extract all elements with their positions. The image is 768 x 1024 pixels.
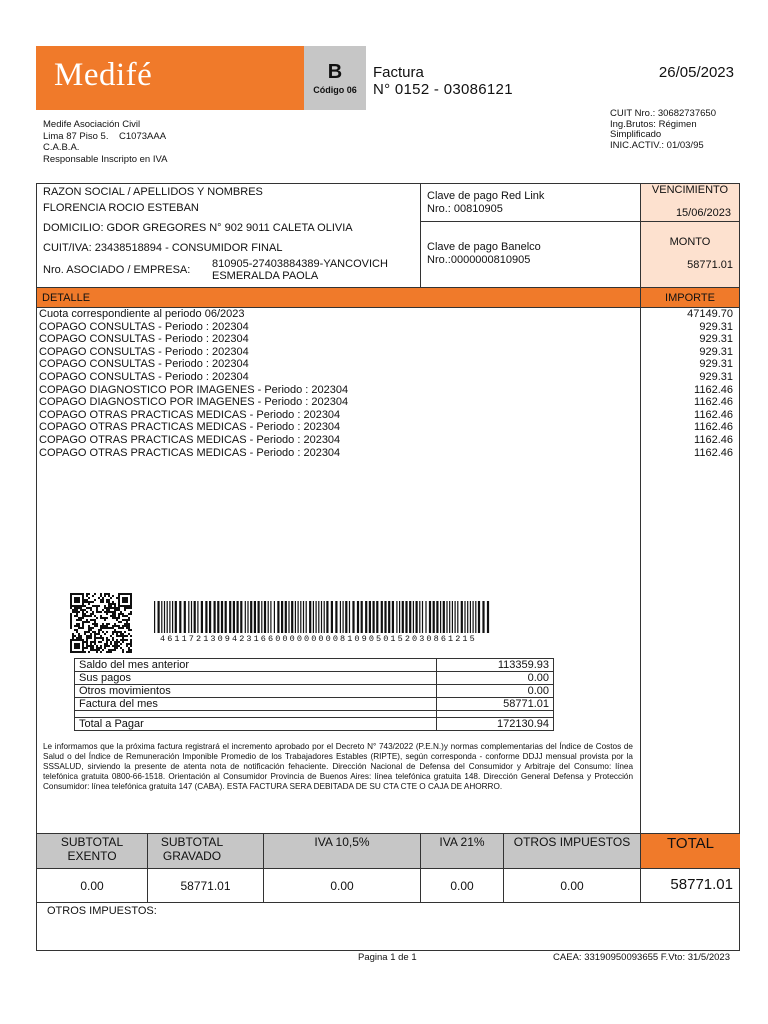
member-value: [212, 258, 388, 282]
issuer-line: Lima 87 Piso 5. C1073AAA: [43, 130, 167, 142]
member-label: Nro. ASOCIADO / EMPRESA:: [43, 264, 191, 276]
banelco-label: Clave de pago Banelco: [427, 241, 541, 253]
caea-info: CAEA: 33190950093655 F.Vto: 31/5/2023: [553, 952, 730, 963]
detail-descriptions: [39, 308, 348, 459]
page-indicator: Pagina 1 de 1: [358, 952, 417, 963]
detail-item: Cuota correspondiente al periodo 06/2023: [39, 308, 245, 320]
detail-item: COPAGO DIAGNOSTICO POR IMAGENES - Periodo : 202304: [39, 383, 349, 396]
detail-amounts: [687, 308, 733, 459]
amount-header-label: IMPORTE: [665, 292, 715, 304]
iva-105-value: 0.00: [330, 879, 354, 893]
detail-amount: 1162.46: [694, 408, 733, 421]
redlink-info: [427, 190, 544, 216]
detail-amount: 929.31: [699, 358, 733, 371]
redlink-value: Nro.: 00810905: [427, 203, 503, 215]
balance-amount: 113359.93: [437, 659, 554, 672]
issuer-line: Responsable Inscripto en IVA: [43, 153, 168, 165]
balance-total-row: [75, 718, 554, 731]
tax-line: Simplificado: [610, 129, 662, 140]
customer-name: FLORENCIA ROCIO ESTEBAN: [43, 202, 199, 214]
banelco-value: Nro.:0000000810905: [427, 254, 531, 266]
issuer-info: [43, 119, 167, 165]
tax-line: Ing.Brutos: Régimen: [610, 118, 697, 130]
total-to-pay-amount: 172130.94: [437, 718, 554, 731]
other-taxes-value: 0.00: [560, 879, 584, 893]
banelco-info: [427, 241, 541, 267]
barcode-icon: [152, 601, 492, 633]
detail-amount: 47149.70: [687, 308, 733, 320]
tax-line: INIC.ACTIV.: 01/03/95: [610, 139, 704, 151]
detail-amount: 929.31: [699, 333, 733, 346]
total-header: TOTAL: [667, 835, 714, 852]
detail-item: COPAGO OTRAS PRACTICAS MEDICAS - Periodo : 202304: [39, 421, 341, 434]
detail-item: COPAGO CONSULTAS - Periodo : 202304: [39, 345, 249, 358]
invoice-number: N° 0152 - 03086121: [373, 81, 513, 98]
total-to-pay-label: Total a Pagar: [75, 718, 437, 731]
iva-21-value: 0.00: [450, 879, 474, 893]
detail-amount: 1162.46: [694, 396, 733, 409]
member-value-line: ESMERALDA PAOLA: [212, 270, 319, 282]
invoice-date: 26/05/2023: [658, 64, 734, 81]
detail-amount: 929.31: [699, 320, 733, 333]
redlink-label: Clave de pago Red Link: [427, 190, 545, 202]
balance-amount: 0.00: [437, 685, 554, 698]
empty-cell: [437, 711, 554, 718]
detail-item: COPAGO CONSULTAS - Periodo : 202304: [39, 333, 249, 346]
divider: [420, 183, 421, 287]
balance-label: Otros movimientos: [75, 685, 437, 698]
member-value-line: 810905-27403884389-YANCOVICH: [212, 258, 388, 270]
invoice-label: Factura: [373, 64, 424, 81]
balance-row: [75, 659, 554, 672]
tax-info: [610, 109, 716, 151]
balance-row: [75, 698, 554, 711]
detail-amount: 929.31: [699, 345, 733, 358]
other-taxes-header: OTROS IMPUESTOS: [513, 835, 631, 849]
empty-cell: [75, 711, 437, 718]
detail-amount: 1162.46: [694, 446, 733, 459]
due-date: 15/06/2023: [675, 207, 731, 219]
brand-logo: Medifé: [54, 57, 153, 93]
subtotal-gravado-header: [137, 835, 247, 863]
legal-notice: Le informamos que la próxima factura registrará el incremento aprobado por el Decreto N° 743/2022 (P.E.N.)y normas complementarias del Índice de Costos de Salud o del Índice de Remuneración Imponible Promedio de los Trabajadores Estables (RIPTE), según corresponda - conforme DDJJ mensual provista por la SSSALUD, sirviendo la presente de atenta nota de notificación fehaciente. Dirección Nacional de Defensa del Consumidor y Arbitraje del Consumo: línea telefónica gratuita 0800-66-1518. Orientación al Consumidor Provincia de Buenos Aires: línea telefónica gratuita 148. Dirección General Defensa y Protección Consumidor: línea telefónica gratuita 147 (CABA). ESTA FACTURA SERA DEBITADA DE SU CTA CTE O CAJA DE AHORRO.: [43, 742, 633, 791]
detail-item: COPAGO CONSULTAS - Periodo : 202304: [39, 370, 249, 383]
header-line: SUBTOTAL: [60, 835, 124, 849]
tax-line: CUIT Nro.: 30682737650: [610, 108, 716, 119]
customer-name-label: RAZON SOCIAL / APELLIDOS Y NOMBRES: [43, 186, 263, 198]
invoice-letter: B: [327, 61, 343, 83]
invoice-type-box: [304, 46, 366, 110]
detail-item: COPAGO DIAGNOSTICO POR IMAGENES - Periodo : 202304: [39, 396, 349, 409]
detail-item: COPAGO OTRAS PRACTICAS MEDICAS - Periodo : 202304: [39, 446, 341, 459]
detail-item: COPAGO CONSULTAS - Periodo : 202304: [39, 358, 249, 371]
balance-amount: 0.00: [437, 672, 554, 685]
issuer-line: C.A.B.A.: [43, 142, 80, 153]
balance-label: Sus pagos: [75, 672, 437, 685]
customer-address: DOMICILIO: GDOR GREGORES N° 902 9011 CALETA OLIVIA: [43, 222, 353, 234]
detail-amount: 1162.46: [694, 383, 733, 396]
qr-code-icon: [70, 593, 132, 653]
due-amount: 58771.01: [687, 259, 733, 271]
balance-table: [74, 658, 554, 731]
amount-label: MONTO: [669, 236, 711, 248]
detail-amount: 929.31: [699, 370, 733, 383]
header-line: EXENTO: [67, 849, 117, 863]
issuer-line: Medife Asociación Civil: [43, 119, 141, 130]
balance-row: [75, 685, 554, 698]
detail-amount: 1162.46: [694, 433, 733, 446]
header-line: SUBTOTAL: [160, 835, 224, 849]
detail-item: COPAGO OTRAS PRACTICAS MEDICAS - Periodo : 202304: [39, 408, 341, 421]
header-line: GRAVADO: [162, 849, 222, 863]
balance-amount: 58771.01: [437, 698, 554, 711]
subtotal-exento-value: 0.00: [80, 879, 104, 893]
balance-label: Factura del mes: [75, 698, 437, 711]
subtotal-gravado-value: 58771.01: [180, 879, 231, 893]
divider: [36, 868, 740, 869]
customer-cuit: CUIT/IVA: 23438518894 - CONSUMIDOR FINAL: [43, 242, 283, 254]
detail-item: COPAGO CONSULTAS - Periodo : 202304: [39, 320, 249, 333]
balance-gap-row: [75, 711, 554, 718]
divider: [36, 902, 740, 903]
total-value: 58771.01: [670, 876, 733, 893]
divider: [420, 221, 740, 222]
due-label: VENCIMIENTO: [651, 184, 729, 196]
barcode-number: 46117213094231660000000008109050152030861215: [160, 634, 477, 644]
detail-item: COPAGO OTRAS PRACTICAS MEDICAS - Periodo : 202304: [39, 433, 341, 446]
iva-21-header: IVA 21%: [439, 835, 485, 849]
divider: [640, 183, 641, 834]
subtotal-exento-header: [37, 835, 147, 863]
detail-amount: 1162.46: [694, 421, 733, 434]
other-taxes-label: OTROS IMPUESTOS:: [47, 905, 157, 917]
invoice-code: Código 06: [313, 85, 357, 95]
detail-header-label: DETALLE: [42, 292, 91, 304]
detail-header-bar: [37, 288, 739, 307]
balance-row: [75, 672, 554, 685]
iva-105-header: IVA 10,5%: [314, 835, 370, 849]
balance-label: Saldo del mes anterior: [75, 659, 437, 672]
